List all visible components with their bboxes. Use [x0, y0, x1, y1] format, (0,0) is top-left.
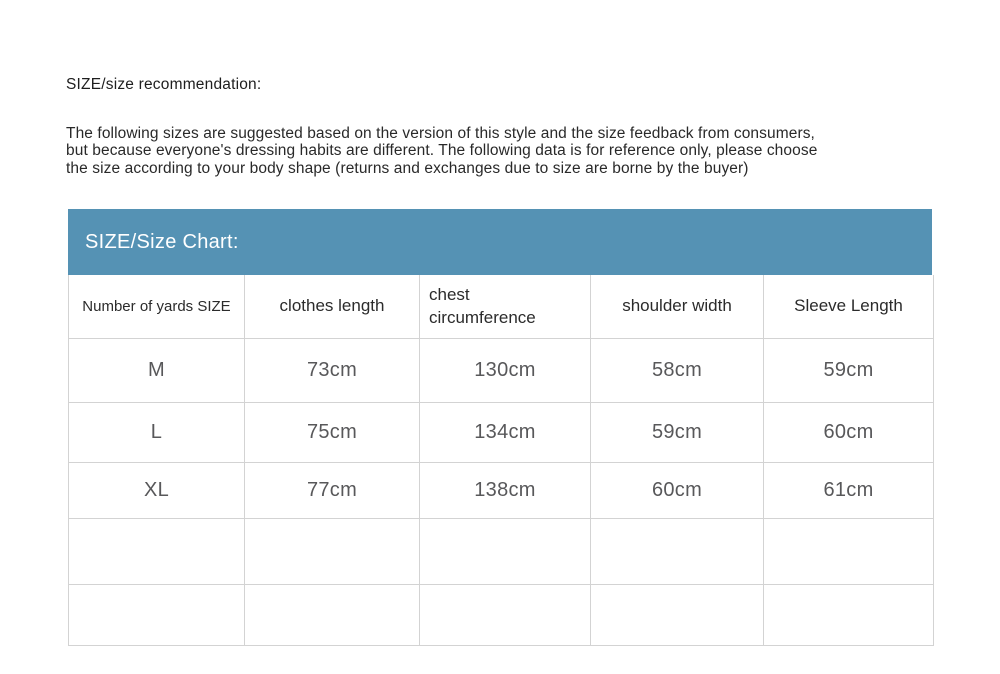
table-cell-size: [69, 584, 245, 645]
table-cell-chest-circumference: 134cm: [420, 402, 591, 462]
table-cell-clothes-length: 75cm: [245, 402, 420, 462]
description-line: but because everyone's dressing habits are different. The following data is for reference only, please choose: [66, 142, 818, 160]
table-cell-sleeve-length: 59cm: [764, 338, 934, 402]
table-row: [69, 584, 934, 645]
size-chart-banner: [68, 209, 932, 275]
table-cell-shoulder-width: [591, 518, 764, 584]
table-cell-size: [69, 518, 245, 584]
table-row: [69, 338, 934, 402]
table-cell-size: M: [69, 338, 245, 402]
table-cell-chest-circumference: [420, 518, 591, 584]
table-cell-chest-circumference: 130cm: [420, 338, 591, 402]
table-cell-size: XL: [69, 462, 245, 518]
table-cell-clothes-length: [245, 518, 420, 584]
column-header-chest-circumference: chest circumference: [420, 275, 591, 338]
table-cell-shoulder-width: 60cm: [591, 462, 764, 518]
table-cell-clothes-length: [245, 584, 420, 645]
table-cell-clothes-length: 77cm: [245, 462, 420, 518]
table-cell-size: L: [69, 402, 245, 462]
table-cell-shoulder-width: 59cm: [591, 402, 764, 462]
table-cell-sleeve-length: 60cm: [764, 402, 934, 462]
column-header-shoulder-width: shoulder width: [591, 275, 764, 338]
size-chart-table: [68, 275, 934, 646]
table-cell-clothes-length: 73cm: [245, 338, 420, 402]
description-line: The following sizes are suggested based on the version of this style and the size feedback from consumers,: [66, 125, 815, 142]
page-title: SIZE/size recommendation:: [66, 76, 262, 93]
size-table-body: [69, 338, 934, 645]
table-cell-sleeve-length: [764, 584, 934, 645]
column-header-sleeve-length: Sleeve Length: [764, 275, 934, 338]
size-chart-banner-title: SIZE/Size Chart:: [85, 230, 239, 253]
table-row: [69, 402, 934, 462]
table-cell-chest-circumference: [420, 584, 591, 645]
size-recommendation-text: [66, 125, 817, 177]
table-cell-sleeve-length: 61cm: [764, 462, 934, 518]
column-header-size: Number of yards SIZE: [69, 275, 245, 338]
size-table-header-row: [69, 275, 934, 338]
table-cell-sleeve-length: [764, 518, 934, 584]
table-row: [69, 518, 934, 584]
column-header-clothes-length: clothes length: [245, 275, 420, 338]
description-line: the size according to your body shape (returns and exchanges due to size are borne by the buyer): [66, 159, 749, 177]
table-row: [69, 462, 934, 518]
table-cell-shoulder-width: [591, 584, 764, 645]
table-cell-shoulder-width: 58cm: [591, 338, 764, 402]
table-cell-chest-circumference: 138cm: [420, 462, 591, 518]
